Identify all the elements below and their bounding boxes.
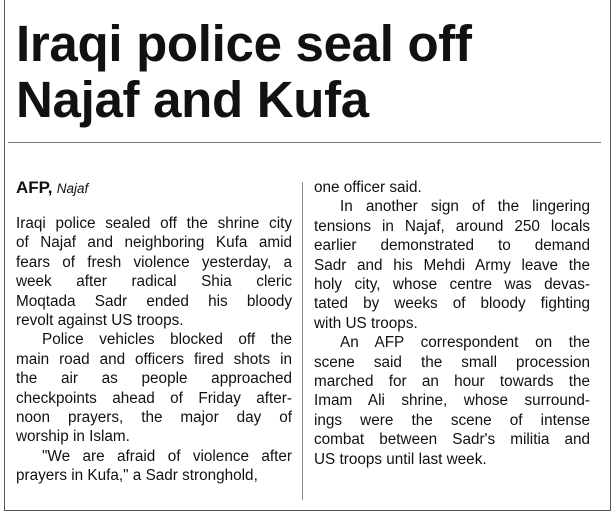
body-line: marched for an hour towards the (314, 373, 590, 391)
body-line: fears of fresh violence yesterday, a (16, 253, 292, 271)
body-line: week after radical Shia cleric (16, 273, 292, 291)
paragraph (16, 330, 292, 446)
left-column-body (16, 214, 292, 486)
body-line: ings were the scene of intense (314, 411, 590, 429)
body-line: tensions in Najaf, around 250 locals (314, 217, 590, 235)
paragraph (314, 178, 590, 197)
body-line: earlier demonstrated to demand (314, 237, 590, 255)
body-line: "We are afraid of violence after (42, 447, 292, 465)
body-line: Sadr and his Mehdi Army leave the (314, 256, 590, 274)
body-line: revolt against US troops. (16, 312, 184, 330)
paragraph (314, 333, 590, 469)
body-line: US troops until last week. (314, 450, 487, 468)
body-line: holy city, whose centre was devas- (314, 276, 590, 294)
body-line: Iraqi police sealed off the shrine city (16, 215, 292, 232)
column-divider (302, 182, 303, 500)
byline-place: Najaf (56, 181, 89, 196)
headline (16, 16, 601, 128)
right-column (314, 178, 590, 469)
body-line: the air as people approached (16, 370, 292, 388)
paragraph (16, 214, 292, 330)
body-line: Moqtada Sadr ended his bloody (16, 292, 292, 310)
body-line: In another sign of the lingering (340, 198, 590, 216)
body-line: one officer said. (314, 179, 422, 196)
headline-rule (8, 142, 601, 143)
body-line: of Najaf and neighboring Kufa amid (16, 234, 292, 252)
body-line: with US troops. (314, 314, 418, 332)
body-line: prayers in Kufa," a Sadr stronghold, (16, 467, 258, 485)
left-column (16, 178, 292, 486)
headline-line: Najaf and Kufa (16, 71, 369, 128)
paragraph (16, 447, 292, 486)
body-line: Imam Ali shrine, whose surround- (314, 392, 590, 410)
body-line: noon prayers, the major day of (16, 409, 292, 427)
body-line: tated by weeks of bloody fighting (314, 295, 590, 313)
body-line: scene said the small procession (314, 353, 590, 371)
paragraph (314, 197, 590, 333)
byline-agency: AFP, (16, 178, 53, 197)
body-line: worship in Islam. (16, 428, 130, 446)
headline-line: Iraqi police seal off (16, 15, 472, 72)
body-line: combat between Sadr's militia and (314, 431, 590, 449)
body-line: checkpoints ahead of Friday after- (16, 389, 292, 407)
byline (16, 178, 292, 214)
right-column-body (314, 178, 590, 469)
body-line: main road and officers fired shots in (16, 350, 292, 368)
body-line: Police vehicles blocked off the (42, 331, 292, 349)
body-line: An AFP correspondent on the (340, 334, 590, 352)
